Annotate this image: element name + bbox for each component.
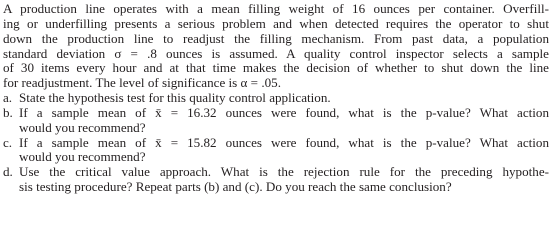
part-letter: b. [3,104,13,120]
part-line: would you recommend? [19,119,146,135]
part-line: If a sample mean of x̄ = 16.32 ounces were found, what is the p-value? What action [19,104,549,120]
part-line: State the hypothesis test for this quality control application. [19,90,331,106]
part-line: would you recommend? [19,149,146,165]
intro-line: down the production line to readjust the filling mechanism. From past data, a population [3,30,549,46]
intro-line: of 30 items every hour and at that time makes the decision of whether to shut down the line [3,60,549,76]
part-line: Use the critical value approach. What is the rejection rule for the preceding hypothe- [19,164,549,180]
part-letter: a. [3,90,13,106]
part-line: sis testing procedure? Repeat parts (b) and (c). Do you reach the same conclusion? [19,179,452,195]
part-b [3,106,549,136]
problem-parts [3,91,549,195]
problem-text [3,2,549,195]
part-line: If a sample mean of x̄ = 15.82 ounces were found, what is the p-value? What action [19,134,549,150]
part-d [3,165,549,195]
part-a [3,91,549,106]
intro-line: for readjustment. The level of significance is α = .05. [3,75,281,91]
part-c [3,136,549,166]
part-letter: c. [3,134,13,150]
part-letter: d. [3,164,13,180]
problem-intro [3,2,549,91]
intro-line: standard deviation σ = .8 ounces is assumed. A quality control inspector selects a sample [3,45,549,61]
intro-line: A production line operates with a mean filling weight of 16 ounces per container. Overfill- [3,1,549,16]
intro-line: ing or underfilling presents a serious problem and when detected requires the operator to shut [3,15,549,31]
